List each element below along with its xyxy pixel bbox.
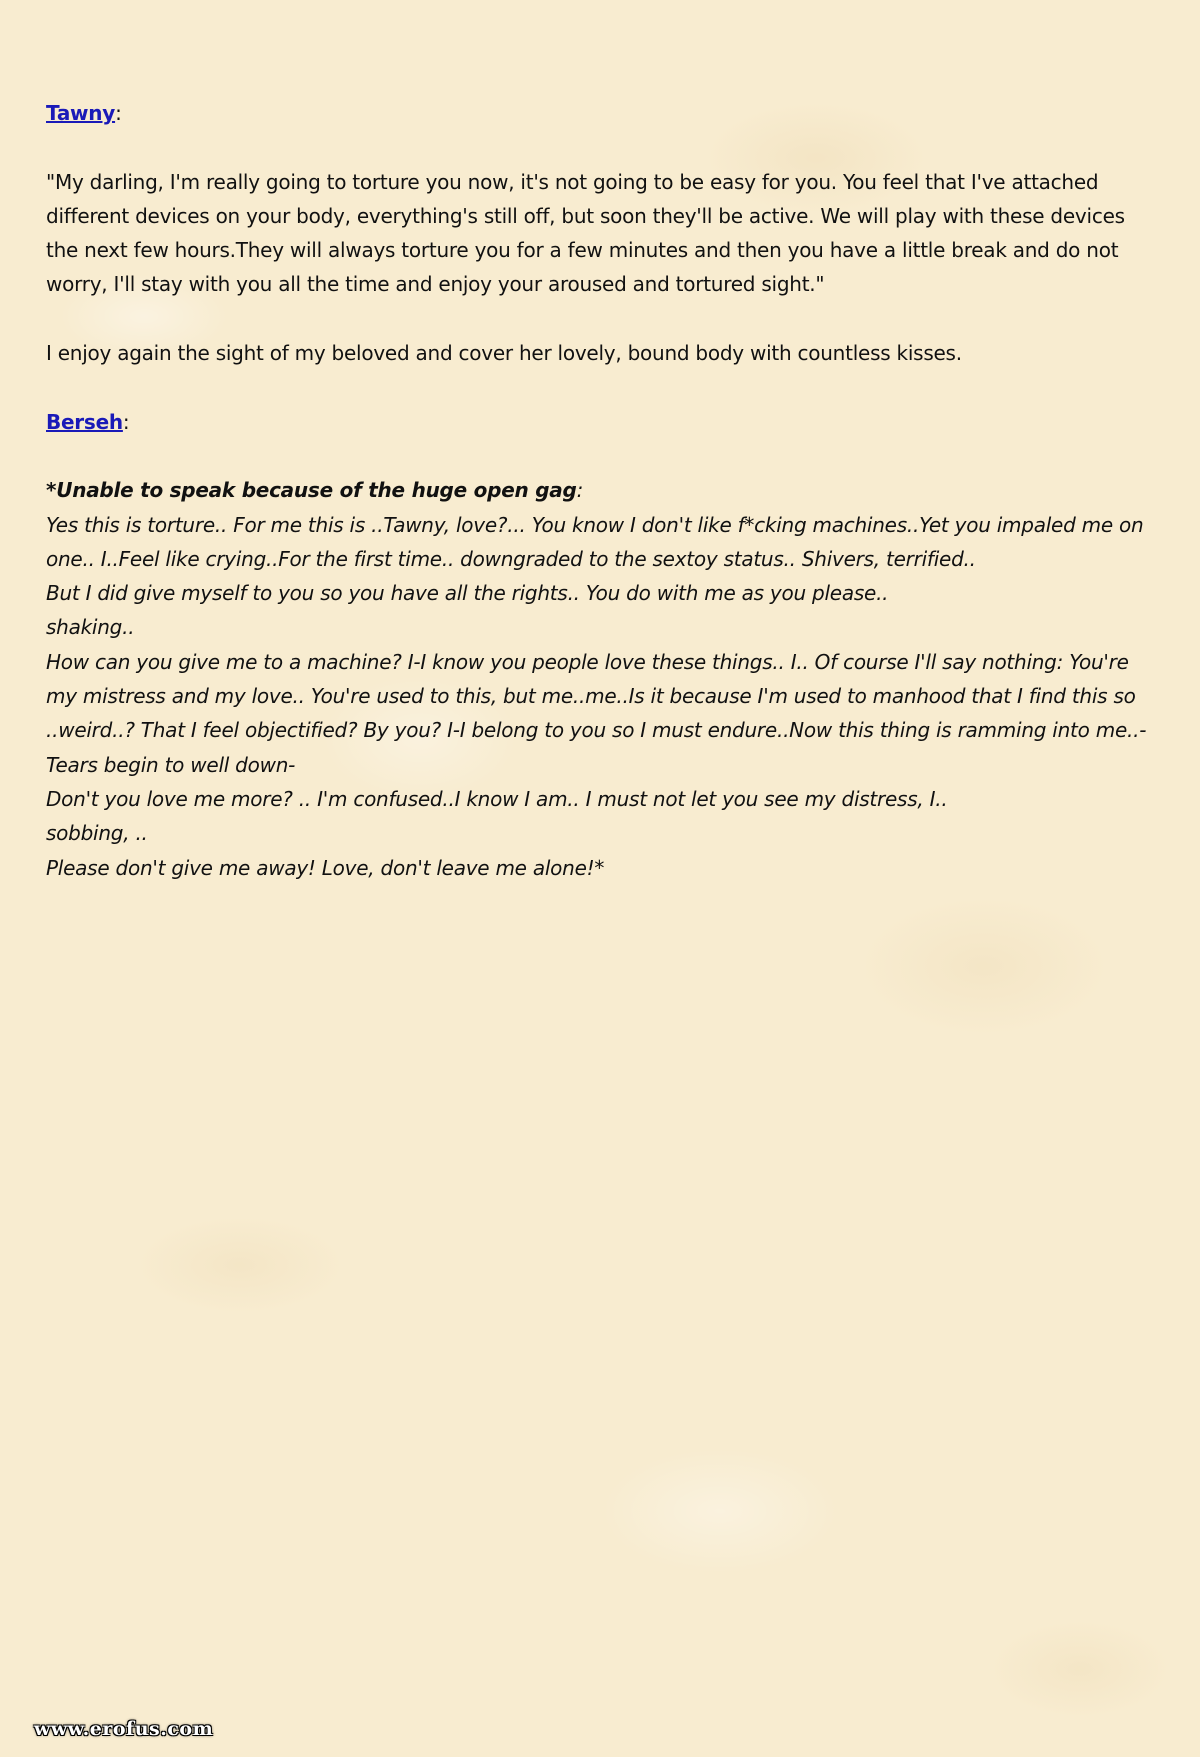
berseh-line: Yes this is torture.. For me this is ..Tawny, love?... You know I don't like f*cking machines..Yet you impaled me on one.. I..Feel like crying..For the first time.. downgraded to the sextoy status.. Shivers, terrified.. (46, 512, 1144, 571)
paragraph-gap (46, 130, 1156, 164)
action-bold-text: *Unable to speak because of the huge open gag (46, 478, 577, 503)
paragraph-gap (46, 370, 1156, 404)
speaker-colon: : (122, 409, 130, 434)
paragraph-gap (46, 439, 1156, 473)
speaker-heading-berseh (46, 405, 1156, 439)
action-colon: : (576, 478, 584, 503)
speaker-link-tawny[interactable]: Tawny (46, 101, 116, 125)
site-watermark: www.erofus.com (34, 1718, 214, 1740)
paragraph-gap (46, 302, 1156, 336)
speaker-link-berseh[interactable]: Berseh (46, 409, 123, 434)
action-line (46, 473, 1156, 507)
berseh-line: sobbing, .. (46, 821, 148, 846)
berseh-line: How can you give me to a machine? I-I know you people love these things.. I.. Of course I'll say nothing: You're my mistress and my love.. You're used to this, but me..me..Is it because I'm used to manhood that I find this so ..weird..? That I feel objectified? By you? I-I belong to you so I must endure..Now this thing is ramming into me..- Tears begin to well down- (46, 649, 1147, 777)
tawny-quote: "My darling, I'm really going to torture you now, it's not going to be easy for you. You feel that I've attached different devices on your body, everything's still off, but soon they'll be active. We will play with these devices the next few hours.They will always torture you for a few minutes and then you have a little break and do not worry, I'll stay with you all the time and enjoy your aroused and tortured sight." (46, 169, 1125, 297)
speaker-colon: : (115, 101, 122, 125)
berseh-line: But I did give myself to you so you have all the rights.. You do with me as you please.. (46, 581, 889, 606)
berseh-line: shaking.. (46, 615, 135, 640)
speaker-heading-tawny (46, 96, 1156, 130)
berseh-line: Don't you love me more? .. I'm confused..I know I am.. I must not let you see my distress, I.. (46, 786, 948, 811)
berseh-line: Please don't give me away! Love, don't leave me alone!* (46, 855, 605, 880)
document-body (46, 96, 1156, 885)
narration-paragraph: I enjoy again the sight of my beloved and cover her lovely, bound body with countless kisses. (46, 341, 962, 366)
